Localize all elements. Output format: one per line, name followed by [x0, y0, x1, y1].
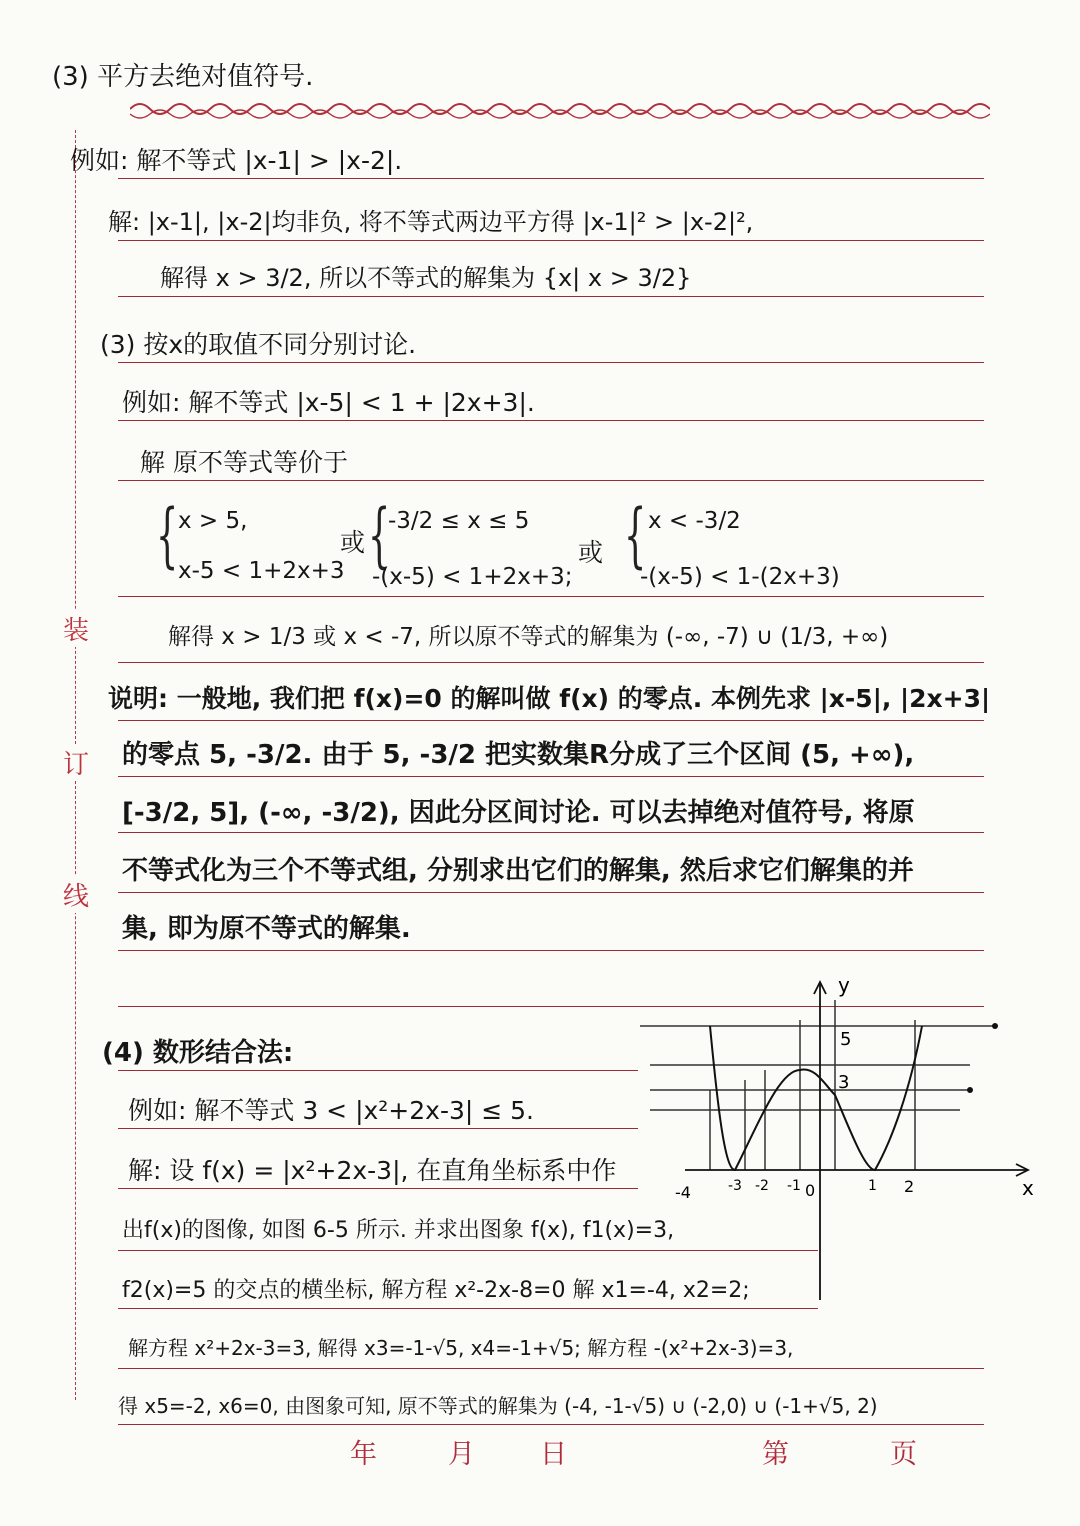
wave-divider [130, 98, 990, 120]
ruled-line [118, 1424, 984, 1425]
section4-line-4: 解方程 x²+2x-3=3, 解得 x3=-1-√5, x4=-1+√5; 解方程 -(x²+2x-3)=3, [128, 1336, 794, 1360]
case-result: 解得 x > 1/3 或 x < -7, 所以原不等式的解集为 (-∞, -7) ∪ (1/3, +∞) [168, 624, 889, 650]
ruled-line [118, 1070, 638, 1071]
footer-year: 年 [350, 1439, 377, 1470]
section3-heading: (3) 平方去绝对值符号. [52, 62, 314, 92]
ruled-line [118, 362, 984, 363]
system3-line2: -(x-5) < 1-(2x+3) [640, 564, 840, 590]
system1-line1: x > 5, [178, 508, 248, 534]
section4-line-1: 解: 设 f(x) = |x²+2x-3|, 在直角坐标系中作 [128, 1156, 617, 1185]
footer-month: 月 [448, 1439, 475, 1470]
ruled-line [118, 296, 984, 297]
ruled-line [118, 1188, 638, 1189]
or-text-1: 或 [340, 528, 366, 557]
system-brace-3: { [624, 494, 647, 576]
system2-line1: -3/2 ≤ x ≤ 5 [388, 508, 530, 534]
case-equivalent: 解 原不等式等价于 [140, 448, 348, 477]
note-line-2: 的零点 5, -3/2. 由于 5, -3/2 把实数集R分成了三个区间 (5, +∞), [122, 740, 915, 770]
case-heading: (3) 按x的取值不同分别讨论. [100, 330, 417, 359]
ruled-line [118, 892, 984, 893]
ruled-line [118, 420, 984, 421]
graph-tick-label: -2 [755, 1178, 769, 1194]
graph-tick-label: -1 [787, 1178, 801, 1194]
section4-line-2: 出f(x)的图像, 如图 6-5 所示. 并求出图象 f(x), f1(x)=3, [122, 1218, 675, 1243]
graph-tick-label: 0 [805, 1181, 816, 1200]
section4-heading: (4) 数形结合法: [102, 1038, 294, 1068]
graph-tick-label: -4 [675, 1183, 691, 1202]
case-example: 例如: 解不等式 |x-5| < 1 + |2x+3|. [122, 388, 535, 417]
binding-char-xian: 线 [56, 876, 96, 913]
or-text-2: 或 [578, 538, 604, 567]
graph-tick-label: 2 [904, 1177, 915, 1196]
section4-example: 例如: 解不等式 3 < |x²+2x-3| ≤ 5. [128, 1096, 534, 1125]
ruled-line [118, 1368, 984, 1369]
system1-line2: x-5 < 1+2x+3 [178, 558, 345, 584]
section3-solution-2: 解得 x > 3/2, 所以不等式的解集为 {x| x > 3/2} [160, 264, 692, 292]
ruled-line [118, 596, 984, 597]
graph-axes [685, 982, 1028, 1300]
section3-solution-1: 解: |x-1|, |x-2|均非负, 将不等式两边平方得 |x-1|² > |x-2|², [108, 208, 754, 236]
ruled-line [118, 240, 984, 241]
section3-example: 例如: 解不等式 |x-1| > |x-2|. [70, 146, 403, 175]
ruled-line [118, 950, 984, 951]
ruled-line [118, 480, 984, 481]
system-brace-2: { [368, 494, 391, 576]
binding-char-ding: 订 [56, 744, 96, 781]
graph-x-label: x [1022, 1176, 1034, 1200]
graph-tick-label: 1 [868, 1178, 877, 1194]
section4-line-5: 得 x5=-2, x6=0, 由图象可知, 原不等式的解集为 (-4, -1-√5) ∪ (-2,0) ∪ (-1+√5, 2) [118, 1394, 878, 1418]
ruled-line [118, 832, 984, 833]
ruled-line [118, 178, 984, 179]
graph-y-label: y [838, 973, 850, 997]
note-line-3: [-3/2, 5], (-∞, -3/2), 因此分区间讨论. 可以去掉绝对值符号, 将原 [122, 798, 915, 828]
system-brace-1: { [156, 494, 179, 576]
note-line-5: 集, 即为原不等式的解集. [122, 914, 411, 944]
ruled-line [118, 1128, 638, 1129]
binding-char-zhuang: 装 [56, 610, 96, 647]
graph-curve [710, 1026, 922, 1170]
section4-line-3: f2(x)=5 的交点的横坐标, 解方程 x²-2x-8=0 解 x1=-4, x2=2; [122, 1278, 750, 1303]
graph-tick-label: -3 [728, 1178, 742, 1194]
ruled-line [118, 662, 984, 663]
graph-level-5: 5 [840, 1029, 852, 1050]
footer-page-prefix: 第 [762, 1439, 789, 1470]
graph-level-3: 3 [838, 1072, 850, 1093]
function-graph [630, 970, 1050, 1300]
footer-day: 日 [540, 1439, 567, 1470]
note-line-1: 说明: 一般地, 我们把 f(x)=0 的解叫做 f(x) 的零点. 本例先求 |x-5|, |2x+3| [108, 684, 991, 713]
ruled-line [118, 720, 984, 721]
footer-page-suffix: 页 [890, 1439, 917, 1470]
graph-grid [640, 1000, 995, 1170]
note-line-4: 不等式化为三个不等式组, 分别求出它们的解集, 然后求它们解集的并 [122, 856, 914, 886]
ruled-line [118, 1308, 818, 1309]
system2-line2: -(x-5) < 1+2x+3; [372, 564, 573, 590]
ruled-line [118, 776, 984, 777]
system3-line1: x < -3/2 [648, 508, 741, 534]
